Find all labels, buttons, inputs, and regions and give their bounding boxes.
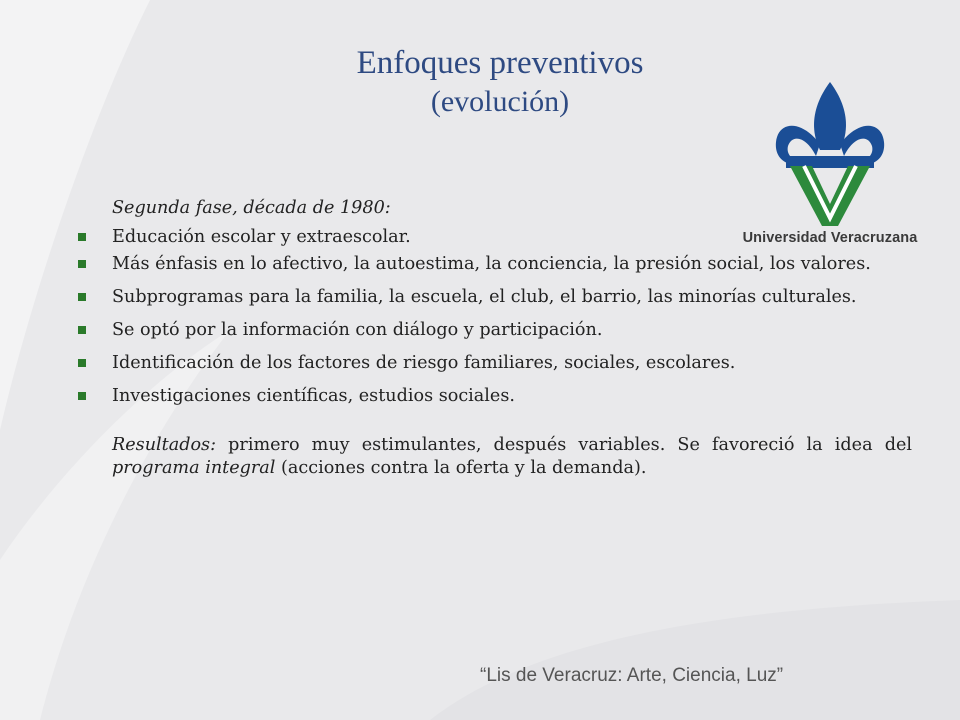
phase-heading: Segunda fase, década de 1980:	[112, 198, 391, 218]
list-item	[76, 352, 912, 375]
list-item-text: Subprogramas para la familia, la escuela, el club, el barrio, las minorías culturales.	[112, 287, 857, 307]
logo-text: Universidad Veracruzana	[742, 230, 918, 246]
list-item	[76, 253, 912, 276]
bullet-icon	[78, 293, 86, 301]
list-item	[76, 319, 912, 342]
footer-motto: “Lis de Veracruz: Arte, Ciencia, Luz”	[480, 665, 784, 686]
results-emphasis: programa integral	[112, 458, 276, 478]
bullet-icon	[78, 233, 86, 241]
slide-title	[250, 44, 750, 120]
list-item-text: Identificación de los factores de riesgo familiares, sociales, escolares.	[112, 353, 736, 373]
title-line-1: Enfoques preventivos	[356, 45, 644, 81]
list-item-text: Educación escolar y extraescolar.	[112, 227, 411, 247]
bullet-icon	[78, 260, 86, 268]
slide-content	[76, 197, 912, 480]
results-paragraph	[112, 434, 912, 480]
list-item-text: Investigaciones científicas, estudios sociales.	[112, 386, 515, 406]
list-item	[76, 385, 912, 408]
results-text-1: primero muy estimulantes, después variables. Se favoreció la idea del	[216, 435, 912, 455]
bullet-icon	[78, 359, 86, 367]
bullet-icon	[78, 326, 86, 334]
list-item	[76, 286, 912, 309]
results-label: Resultados:	[112, 435, 217, 455]
list-item	[76, 226, 700, 249]
title-line-2: (evolución)	[430, 84, 570, 118]
list-item-text: Se optó por la información con diálogo y participación.	[112, 320, 603, 340]
results-text-2: (acciones contra la oferta y la demanda).	[275, 458, 647, 478]
list-item-text: Más énfasis en lo afectivo, la autoestima, la conciencia, la presión social, los valores.	[112, 254, 871, 274]
bullet-list	[76, 226, 912, 408]
bullet-icon	[78, 392, 86, 400]
